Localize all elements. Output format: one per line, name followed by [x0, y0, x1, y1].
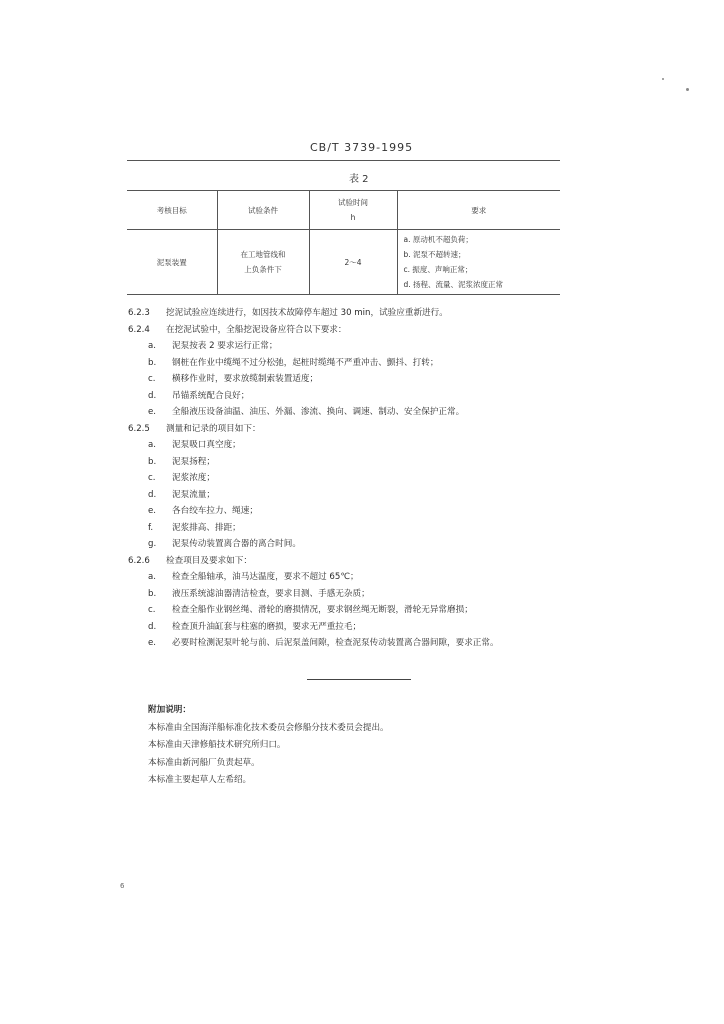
clause-6-2-6: [128, 553, 568, 570]
note-line: 本标准由新河船厂负责起草。: [148, 757, 260, 768]
item-text: 泥泵流量；: [172, 489, 215, 500]
clause-number: 6.2.4: [128, 324, 150, 335]
list-item: [128, 586, 568, 603]
list-item: [128, 388, 568, 405]
item-text: 横移作业时，要求放缆制索装置适度；: [172, 374, 319, 384]
list-item: [128, 503, 568, 520]
list-item: [128, 454, 568, 471]
list-item: [128, 355, 568, 372]
item-text: 各台绞车拉力、绳速；: [172, 506, 258, 516]
item-label: b.: [148, 456, 157, 467]
item-text: 全船液压设备油温、油压、外漏、渗流、换向、调速、制动、安全保护正常。: [172, 407, 465, 417]
header-requirements: 要求: [397, 191, 560, 230]
clause-6-2-5: [128, 421, 568, 438]
item-label: a.: [148, 572, 156, 582]
body-text: [128, 305, 568, 652]
requirement-item: d. 扬程、流量、泥浆浓度正常: [403, 280, 504, 289]
cell-condition-line1: 在工地管线和: [240, 250, 286, 259]
clause-number: 6.2.3: [128, 308, 150, 318]
item-label: b.: [148, 588, 157, 599]
scan-speck: [686, 88, 689, 91]
cell-condition-line2: 上负条件下: [244, 265, 282, 274]
clause-number: 6.2.6: [128, 555, 150, 566]
list-item: [128, 470, 568, 487]
scan-speck: [662, 78, 664, 80]
list-item: [128, 569, 568, 586]
list-item: [128, 520, 568, 537]
cell-duration: 2～4: [309, 230, 397, 295]
item-text: 检查全船作业钢丝绳、滑轮的磨损情况，要求钢丝绳无断裂，滑轮无异常磨损；: [172, 605, 473, 615]
item-label: a.: [148, 440, 156, 450]
table-row: [127, 230, 560, 295]
requirements-table: [127, 190, 560, 295]
item-label: c.: [148, 374, 156, 384]
header-duration-unit: h: [350, 213, 356, 222]
item-text: 泥浆排高、排距；: [172, 522, 241, 533]
item-text: 泥泵传动装置离合器的离合时间。: [172, 539, 301, 549]
list-item: [128, 619, 568, 636]
end-divider: [307, 679, 411, 680]
item-label: b.: [148, 357, 157, 368]
item-label: f.: [148, 522, 154, 533]
list-item: [128, 437, 568, 454]
list-item: [128, 635, 568, 652]
item-label: c.: [148, 605, 156, 615]
item-label: d.: [148, 489, 157, 500]
item-text: 检查全船轴承，油马达温度，要求不超过 65℃；: [172, 572, 359, 582]
item-text: 泥泵按表 2 要求运行正常；: [172, 341, 278, 351]
item-text: 吊锚系统配合良好；: [172, 390, 250, 401]
list-item: [128, 602, 568, 619]
requirement-item: a. 原动机不超负荷；: [403, 235, 473, 244]
item-label: g.: [148, 539, 157, 549]
list-item: [128, 536, 568, 553]
list-item: [128, 404, 568, 421]
note-line: 本标准由天津修船技术研究所归口。: [148, 740, 286, 750]
item-label: e.: [148, 407, 157, 417]
clause-text: 检查项目及要求如下：: [166, 555, 252, 566]
notes-title: 附加说明：: [148, 705, 191, 715]
note-line: 本标准主要起草人左希绍。: [148, 775, 252, 785]
requirement-item: b. 泥泵不超转速；: [403, 250, 466, 259]
additional-notes: [148, 702, 389, 790]
item-text: 液压系统滤油器清洁检查，要求目测、手感无杂质；: [172, 588, 370, 599]
item-label: d.: [148, 390, 157, 401]
cell-target: 泥泵装置: [127, 230, 217, 295]
clause-number: 6.2.5: [128, 423, 150, 434]
table-title: 表 2: [349, 174, 369, 185]
clause-6-2-4: [128, 322, 568, 339]
item-text: 泥浆浓度；: [172, 473, 215, 483]
cell-condition: [217, 230, 309, 295]
header-condition: 试验条件: [217, 191, 309, 230]
item-text: 泥泵扬程；: [172, 456, 215, 467]
item-label: e.: [148, 638, 157, 648]
clause-text: 挖泥试验应连续进行，如因技术故障停车超过 30 min，试验应重新进行。: [166, 308, 448, 318]
requirement-item: c. 振度、声响正常；: [403, 265, 473, 274]
clause-text: 测量和记录的项目如下：: [166, 423, 261, 434]
item-label: d.: [148, 621, 157, 632]
header-duration: [309, 191, 397, 230]
clause-6-2-3: [128, 305, 568, 322]
page-number: 6: [120, 882, 125, 890]
item-text: 泥泵吸口真空度；: [172, 440, 241, 450]
header-target: 考核目标: [127, 191, 217, 230]
list-item: [128, 338, 568, 355]
clause-text: 在挖泥试验中，全船挖泥设备应符合以下要求：: [166, 324, 347, 335]
item-text: 检查顶升油缸套与柱塞的磨损，要求无严重拉毛；: [172, 621, 362, 632]
item-label: a.: [148, 341, 156, 351]
list-item: [128, 487, 568, 504]
cell-requirements: [397, 230, 560, 295]
note-line: 本标准由全国海洋船标准化技术委员会修船分技术委员会提出。: [148, 722, 389, 733]
item-text: 必要时检测泥泵叶轮与前、后泥泵盖间隙，检查泥泵传动装置离合器间隙，要求正常。: [172, 638, 499, 648]
document-code: CB/T 3739-1995: [310, 141, 414, 154]
item-label: e.: [148, 506, 157, 516]
item-label: c.: [148, 473, 156, 483]
item-text: 钢桩在作业中缆绳不过分松弛，起桩时缆绳不严重冲击、颤抖、打转；: [172, 357, 439, 368]
header-duration-line1: 试验时间: [338, 198, 368, 207]
table-header-row: [127, 191, 560, 230]
header-rule: [127, 160, 560, 161]
list-item: [128, 371, 568, 388]
